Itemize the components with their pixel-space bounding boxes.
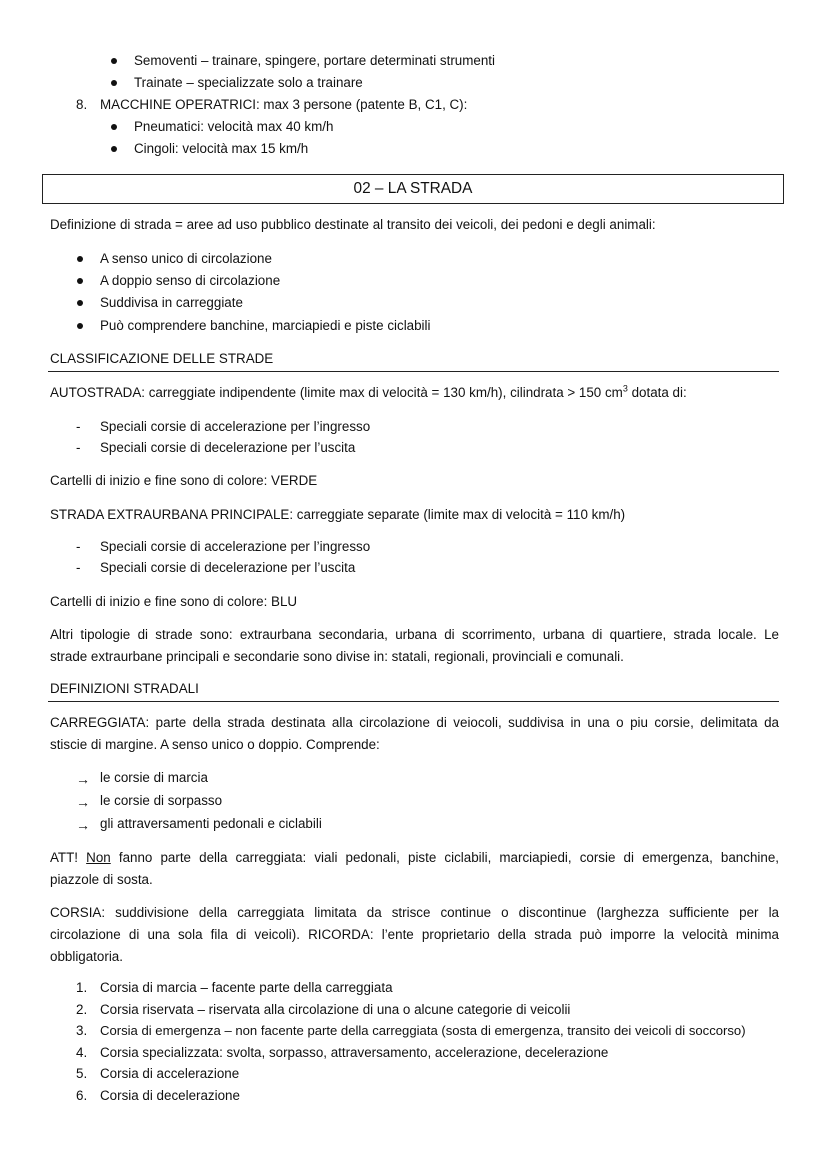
definition-text: Definizione di strada = aree ad uso pubblico destinate al transito dei veicoli, dei pedoni e degli animali: (50, 217, 656, 232)
altri-line-2: strade extraurbane principali e secondarie sono divise in: statali, regionali, provinciali e comunali. (50, 649, 624, 664)
heading-underline (48, 371, 779, 372)
dash-bullet: - (76, 539, 81, 554)
bullet-dot (77, 323, 83, 329)
att-line-2: piazzole di sosta. (50, 872, 153, 887)
cartelli-text: Cartelli di inizio e fine sono di colore: VERDE (50, 473, 318, 488)
bullet-dot (111, 146, 117, 152)
list-item: A doppio senso di circolazione (100, 273, 281, 288)
autostrada-text: AUTOSTRADA: carreggiate indipendente (limite max di velocità = 130 km/h), cilindrata > 150 $cm^3$ dotata di: (50, 383, 687, 400)
list-item: Speciali corsie di decelerazione per l’uscita (100, 560, 356, 575)
corsia-line-3: obbligatoria. (50, 949, 123, 964)
bullet-dot (77, 300, 83, 306)
section-heading: CLASSIFICAZIONE DELLE STRADE (50, 351, 274, 366)
bullet-dot (111, 80, 117, 86)
list-item: le corsie di marcia (100, 770, 208, 785)
list-item: Semoventi – trainare, spingere, portare determinati strumenti (134, 53, 495, 68)
list-item: Corsia di decelerazione (100, 1088, 240, 1103)
arrow-icon: → (76, 771, 90, 787)
altri-line-1: Altri tipologie di strade sono: extraurbana secondaria, urbana di scorrimento, urbana di quartiere, strada locale. Le (50, 627, 779, 642)
list-item: Può comprendere banchine, marciapiedi e piste ciclabili (100, 318, 431, 333)
list-item: Cingoli: velocità max 15 km/h (134, 141, 309, 156)
arrow-icon: → (76, 817, 90, 833)
cartelli-text: Cartelli di inizio e fine sono di colore: BLU (50, 594, 298, 609)
list-item: Speciali corsie di accelerazione per l’ingresso (100, 419, 371, 434)
extraurbana-text: STRADA EXTRAURBANA PRINCIPALE: carreggiate separate (limite max di velocità = 110 km/h) (50, 507, 626, 522)
arrow-icon: → (76, 794, 90, 810)
list-number: 1. (76, 980, 88, 995)
list-item: Trainate – specializzate solo a trainare (134, 75, 363, 90)
list-item: le corsie di sorpasso (100, 793, 223, 808)
list-item: Suddivisa in carreggiate (100, 295, 243, 310)
list-number: 8. (76, 97, 88, 112)
list-item: Corsia di accelerazione (100, 1066, 240, 1081)
heading-underline (48, 701, 779, 702)
carreggiata-line-1: CARREGGIATA: parte della strada destinata alla circolazione di veiocoli, suddivisa in una o piu corsie, delimitata da (50, 715, 779, 730)
corsia-line-1: CORSIA: suddivisione della carreggiata limitata da strisce continue o discontinue (larghezza sufficiente per la (50, 905, 779, 920)
bullet-dot (111, 58, 117, 64)
att-line-1: ATT! Non fanno parte della carreggiata: viali pedonali, piste ciclabili, marciapiedi, corsie di emergenza, banchine, (50, 850, 779, 865)
section-title: 02 – LA STRADA (42, 174, 784, 204)
list-number: 5. (76, 1066, 88, 1081)
list-number: 4. (76, 1045, 88, 1060)
list-item: Corsia riservata – riservata alla circolazione di una o alcune categorie di veicolii (100, 1002, 571, 1017)
bullet-dot (77, 278, 83, 284)
list-item: gli attraversamenti pedonali e ciclabili (100, 816, 322, 831)
bullet-dot (111, 124, 117, 130)
list-item: Pneumatici: velocità max 40 km/h (134, 119, 334, 134)
section-heading: DEFINIZIONI STRADALI (50, 681, 199, 696)
dash-bullet: - (76, 440, 81, 455)
list-number: 2. (76, 1002, 88, 1017)
list-item: Corsia di emergenza – non facente parte della carreggiata (sosta di emergenza, transito dei veicoli di soccorso) (100, 1023, 746, 1038)
bullet-dot (77, 256, 83, 262)
dash-bullet: - (76, 560, 81, 575)
dash-bullet: - (76, 419, 81, 434)
list-item: Speciali corsie di accelerazione per l’ingresso (100, 539, 371, 554)
list-item: Corsia di marcia – facente parte della carreggiata (100, 980, 393, 995)
list-number: 3. (76, 1023, 88, 1038)
list-item: MACCHINE OPERATRICI: max 3 persone (patente B, C1, C): (100, 97, 468, 112)
list-item: Corsia specializzata: svolta, sorpasso, attraversamento, accelerazione, decelerazione (100, 1045, 609, 1060)
underlined-non: Non (86, 850, 111, 865)
carreggiata-line-2: stiscie di margine. A senso unico o doppio. Comprende: (50, 737, 380, 752)
corsia-line-2: circolazione di una sola fila di veicoli). RICORDA: l’ente proprietario della strada può imporre la velocità minima (50, 927, 779, 942)
list-item: Speciali corsie di decelerazione per l’uscita (100, 440, 356, 455)
list-number: 6. (76, 1088, 88, 1103)
list-item: A senso unico di circolazione (100, 251, 272, 266)
